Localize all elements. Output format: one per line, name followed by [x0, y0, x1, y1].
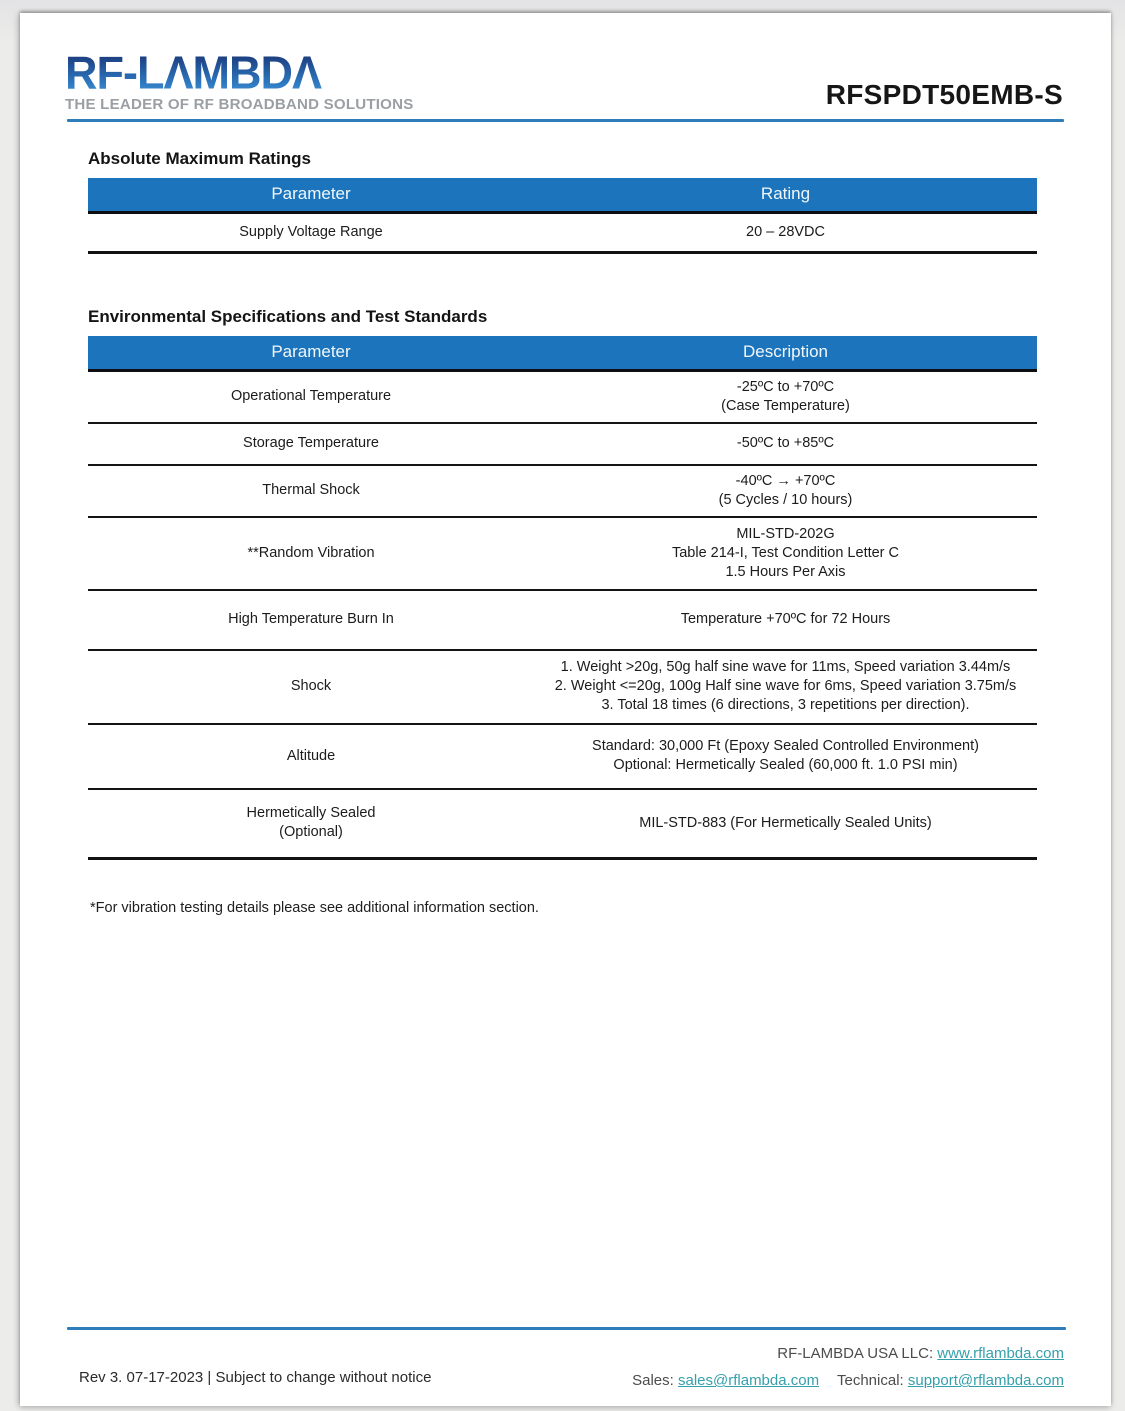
cell-text-line: Thermal Shock — [262, 482, 360, 499]
cell-text-line: Optional: Hermetically Sealed (60,000 ft. 1.0 PSI min) — [613, 757, 958, 774]
cell-text-line: Supply Voltage Range — [239, 223, 383, 240]
cell-text-line: Standard: 30,000 Ft (Epoxy Sealed Controlled Environment) — [592, 738, 979, 755]
company-label: RF-LAMBDA USA LLC: — [777, 1345, 934, 1362]
table-header-row — [88, 178, 1037, 214]
cell-text-line: Hermetically Sealed — [246, 805, 376, 822]
column-header-rating: Rating — [760, 184, 811, 204]
rf-lambda-logo — [65, 46, 414, 113]
cell-text-line: MIL-STD-883 (For Hermetically Sealed Units) — [639, 814, 932, 831]
cell-text-line: Storage Temperature — [243, 435, 379, 452]
cell-text-line: High Temperature Burn In — [228, 611, 394, 628]
column-header-description: Description — [742, 342, 829, 362]
cell-text-line: -50ºC to +85ºC — [736, 435, 835, 452]
description-cell — [534, 214, 1037, 251]
technical-email-link[interactable]: support@rflambda.com — [907, 1372, 1064, 1389]
section-title-absolute-maximum-ratings: Absolute Maximum Ratings — [88, 148, 311, 168]
description-cell — [534, 651, 1037, 723]
table-row — [88, 372, 1037, 424]
technical-label: Technical: — [837, 1372, 904, 1389]
cell-text-line: MIL-STD-202G — [736, 525, 835, 542]
description-cell — [534, 790, 1037, 857]
cell-text-line: (Case Temperature) — [721, 397, 850, 414]
parameter-cell — [88, 424, 534, 464]
logo-tagline: THE LEADER OF RF BROADBAND SOLUTIONS — [65, 96, 414, 113]
cell-text-line: (5 Cycles / 10 hours) — [718, 491, 853, 508]
header-divider-rule — [67, 119, 1064, 122]
vibration-testing-note: *For vibration testing details please see additional information section. — [90, 899, 539, 916]
table-body — [88, 372, 1037, 860]
cell-text-line: -40ºC → +70ºC — [735, 472, 836, 489]
section-title-environmental-specifications: Environmental Specifications and Test Standards — [88, 306, 488, 326]
parameter-cell — [88, 591, 534, 649]
company-website-line — [632, 1340, 1064, 1367]
column-header-parameter: Parameter — [271, 342, 351, 362]
document-header — [20, 13, 1111, 119]
cell-text-line: 2. Weight <=20g, 100g Half sine wave for 6ms, Speed variation 3.75m/s — [554, 678, 1017, 695]
description-cell — [534, 518, 1037, 589]
cell-text-line: 1. Weight >20g, 50g half sine wave for 11ms, Speed variation 3.44m/s — [560, 659, 1011, 676]
description-cell — [534, 466, 1037, 516]
cell-text-line: 3. Total 18 times (6 directions, 3 repetitions per direction). — [601, 697, 970, 714]
cell-text-line: Table 214-I, Test Condition Letter C — [671, 544, 900, 561]
datasheet-page — [20, 13, 1111, 1406]
description-cell — [534, 424, 1037, 464]
parameter-cell — [88, 725, 534, 788]
table-row — [88, 214, 1037, 254]
cell-text-line: Operational Temperature — [230, 388, 392, 405]
table-row — [88, 790, 1037, 860]
contact-info — [632, 1340, 1064, 1394]
sales-label: Sales: — [632, 1372, 674, 1389]
cell-text-line: Shock — [290, 678, 332, 695]
absolute-maximum-ratings-table — [88, 178, 1037, 254]
logo-brand-text: RF-LΛMBDΛ — [65, 51, 400, 95]
cell-text-line: **Random Vibration — [247, 544, 375, 561]
table-row — [88, 725, 1037, 790]
document-footer — [67, 1327, 1066, 1398]
description-cell — [534, 591, 1037, 649]
emails-line — [632, 1367, 1064, 1394]
revision-text: Rev 3. 07-17-2023 | Subject to change without notice — [79, 1369, 432, 1386]
table-row — [88, 651, 1037, 725]
table-row — [88, 518, 1037, 591]
table-body — [88, 214, 1037, 254]
cell-text-line: Temperature +70ºC for 72 Hours — [680, 611, 891, 628]
environmental-specifications-table — [88, 336, 1037, 860]
table-row — [88, 466, 1037, 518]
description-cell — [534, 725, 1037, 788]
website-link[interactable]: www.rflambda.com — [937, 1345, 1064, 1362]
cell-text-line: (Optional) — [279, 824, 343, 841]
description-cell — [534, 372, 1037, 422]
cell-text-line: 1.5 Hours Per Axis — [725, 563, 846, 580]
table-row — [88, 424, 1037, 466]
table-header-row — [88, 336, 1037, 372]
parameter-cell — [88, 466, 534, 516]
column-header-parameter: Parameter — [271, 184, 351, 204]
sales-email-link[interactable]: sales@rflambda.com — [677, 1372, 820, 1389]
cell-text-line: 20 – 28VDC — [746, 223, 825, 240]
parameter-cell — [88, 790, 534, 857]
footer-content — [67, 1330, 1066, 1398]
table-row — [88, 591, 1037, 651]
cell-text-line: Altitude — [286, 747, 336, 764]
product-model-title: RFSPDT50EMB-S — [825, 78, 1063, 110]
parameter-cell — [88, 214, 534, 251]
parameter-cell — [88, 372, 534, 422]
cell-text-line: -25ºC to +70ºC — [736, 378, 835, 395]
parameter-cell — [88, 651, 534, 723]
parameter-cell — [88, 518, 534, 589]
